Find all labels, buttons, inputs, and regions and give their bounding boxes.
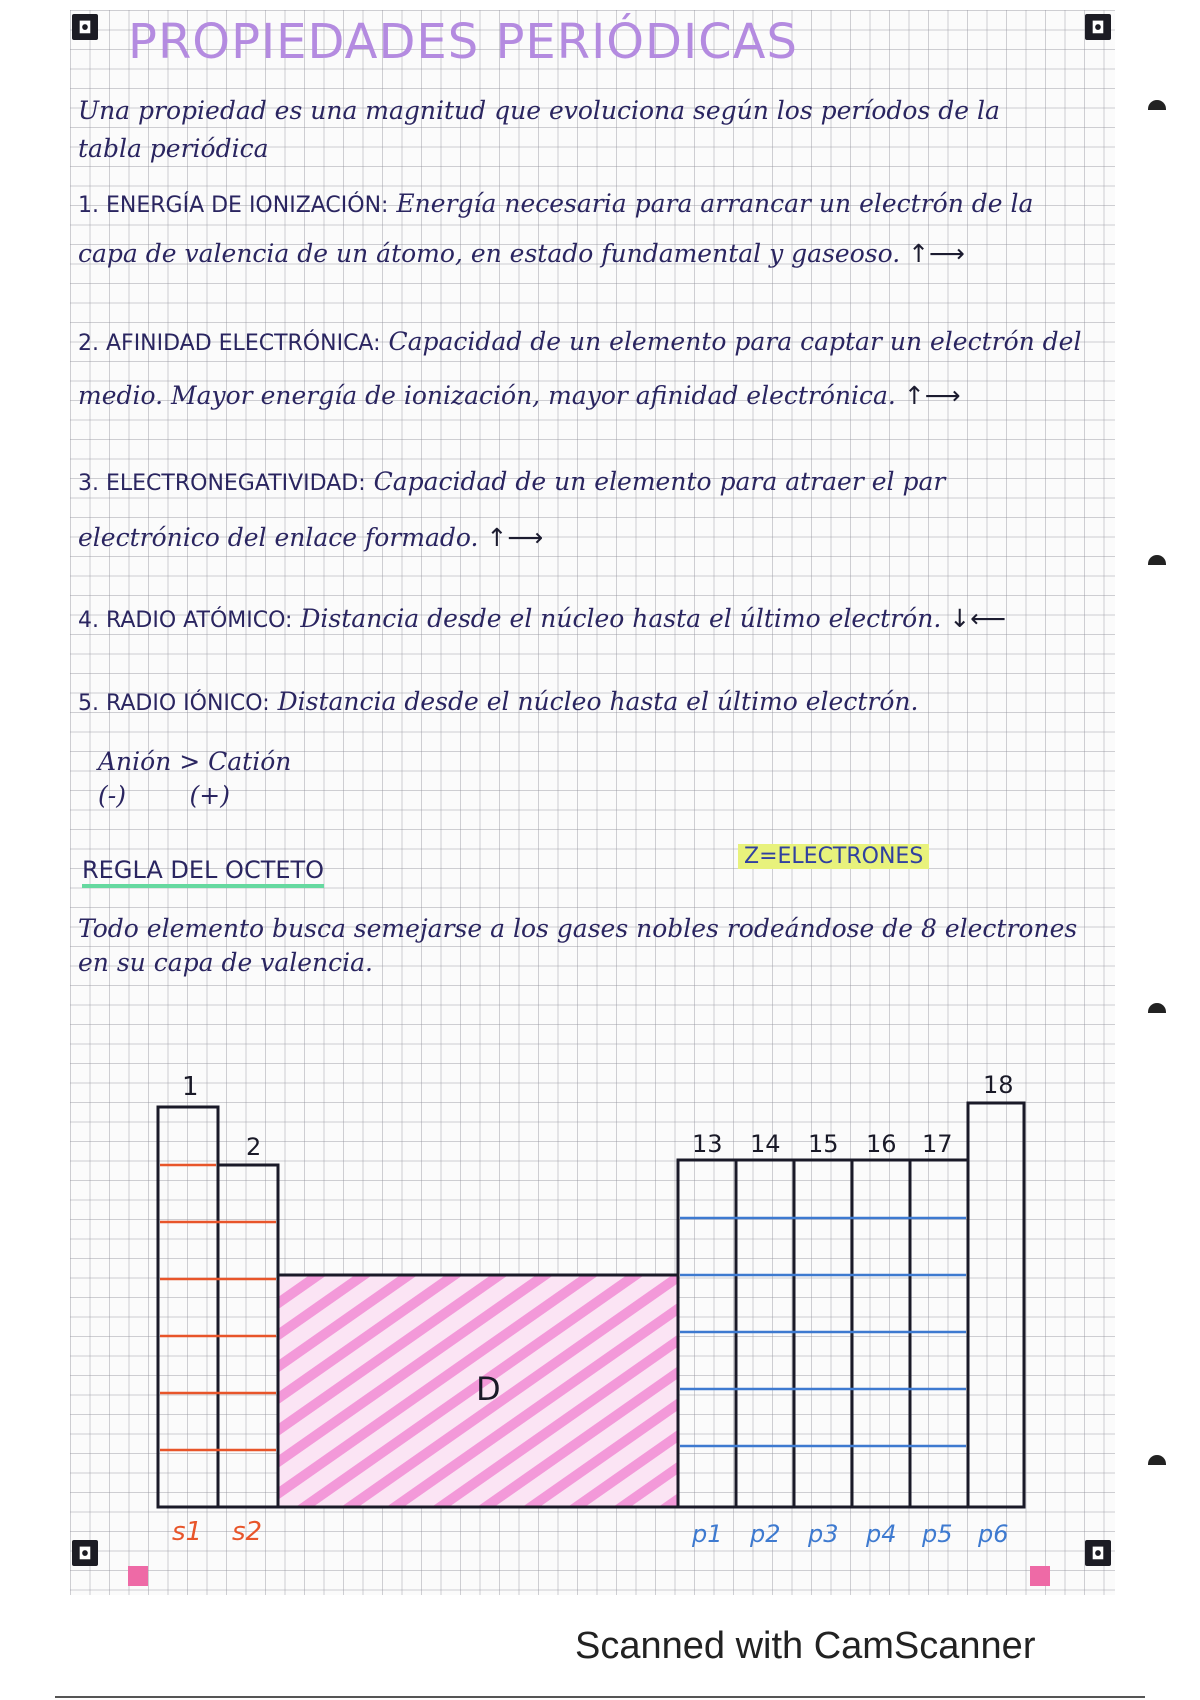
octeto-heading: REGLA DEL OCTETO: [82, 856, 324, 888]
corner-marker-icon: ◘: [1085, 14, 1111, 40]
page-title: PROPIEDADES PERIÓDICAS: [128, 14, 798, 70]
ion-compare-line: Anión > Catión: [98, 747, 292, 776]
trend-arrow-icon: ↑⟶: [903, 381, 961, 410]
corner-marker-icon: ◘: [72, 1540, 98, 1566]
group-number-14: 14: [750, 1130, 781, 1158]
group-number-13: 13: [692, 1130, 723, 1158]
property-heading: 1. ENERGÍA DE IONIZACIÓN:: [78, 193, 389, 218]
group-number-16: 16: [866, 1130, 897, 1158]
group-number-17: 17: [922, 1130, 953, 1158]
property-heading: 4. RADIO ATÓMICO:: [78, 608, 293, 633]
property-text: Energía necesaria para arrancar un electrón de la capa de valencia de un átomo, en estado fundamental y gaseoso.: [78, 189, 1034, 268]
group-number-15: 15: [808, 1130, 839, 1158]
property-text: Capacidad de un elemento para captar un electrón del medio. Mayor energía de ionización, mayor afinidad electrónica.: [78, 327, 1082, 410]
footer-divider: [55, 1696, 1145, 1698]
trend-arrow-icon: ↑⟶: [486, 523, 544, 552]
property-heading: 2. AFINIDAD ELECTRÓNICA:: [78, 331, 381, 356]
z-highlight-label: Z=ELECTRONES: [738, 844, 929, 869]
group-18-column: [968, 1103, 1024, 1507]
trend-arrow-icon: ↓⟵: [949, 604, 1007, 633]
octeto-text: Todo elemento busca semejarse a los gases nobles rodeándose de 8 electrones en su capa de valencia.: [78, 914, 1078, 977]
property-text: Distancia desde el núcleo hasta el último electrón.: [300, 604, 942, 633]
group-number-1: 1: [182, 1072, 199, 1102]
p-block: [678, 1160, 968, 1507]
intro-text: Una propiedad es una magnitud que evoluciona según los períodos de la tabla periódica: [78, 96, 1000, 163]
p-label: p3: [808, 1520, 839, 1548]
scanner-watermark: Scanned with CamScanner: [575, 1625, 1036, 1667]
p-label: p1: [692, 1520, 723, 1548]
corner-marker-icon: ◘: [72, 14, 98, 40]
property-text: Distancia desde el núcleo hasta el último electrón.: [277, 687, 919, 716]
corner-marker-icon: ◘: [1085, 1540, 1111, 1566]
s-label: s1: [172, 1517, 203, 1547]
ion-charge-line: (-) (+): [98, 781, 230, 810]
s-label: s2: [232, 1517, 263, 1547]
d-block-label: D: [476, 1370, 501, 1408]
group-number-18: 18: [983, 1071, 1014, 1099]
property-heading: 3. ELECTRONEGATIVIDAD:: [78, 471, 366, 496]
property-text: Capacidad de un elemento para atraer el par electrónico del enlace formado.: [78, 467, 946, 552]
p-label: p6: [978, 1520, 1009, 1548]
p-label: p2: [750, 1520, 781, 1548]
trend-arrow-icon: ↑⟶: [908, 239, 965, 268]
group-1-column: [158, 1107, 218, 1507]
property-heading: 5. RADIO IÓNICO:: [78, 691, 270, 716]
p-label: p4: [866, 1520, 897, 1548]
group-number-2: 2: [246, 1133, 262, 1161]
p-label: p5: [922, 1520, 953, 1548]
